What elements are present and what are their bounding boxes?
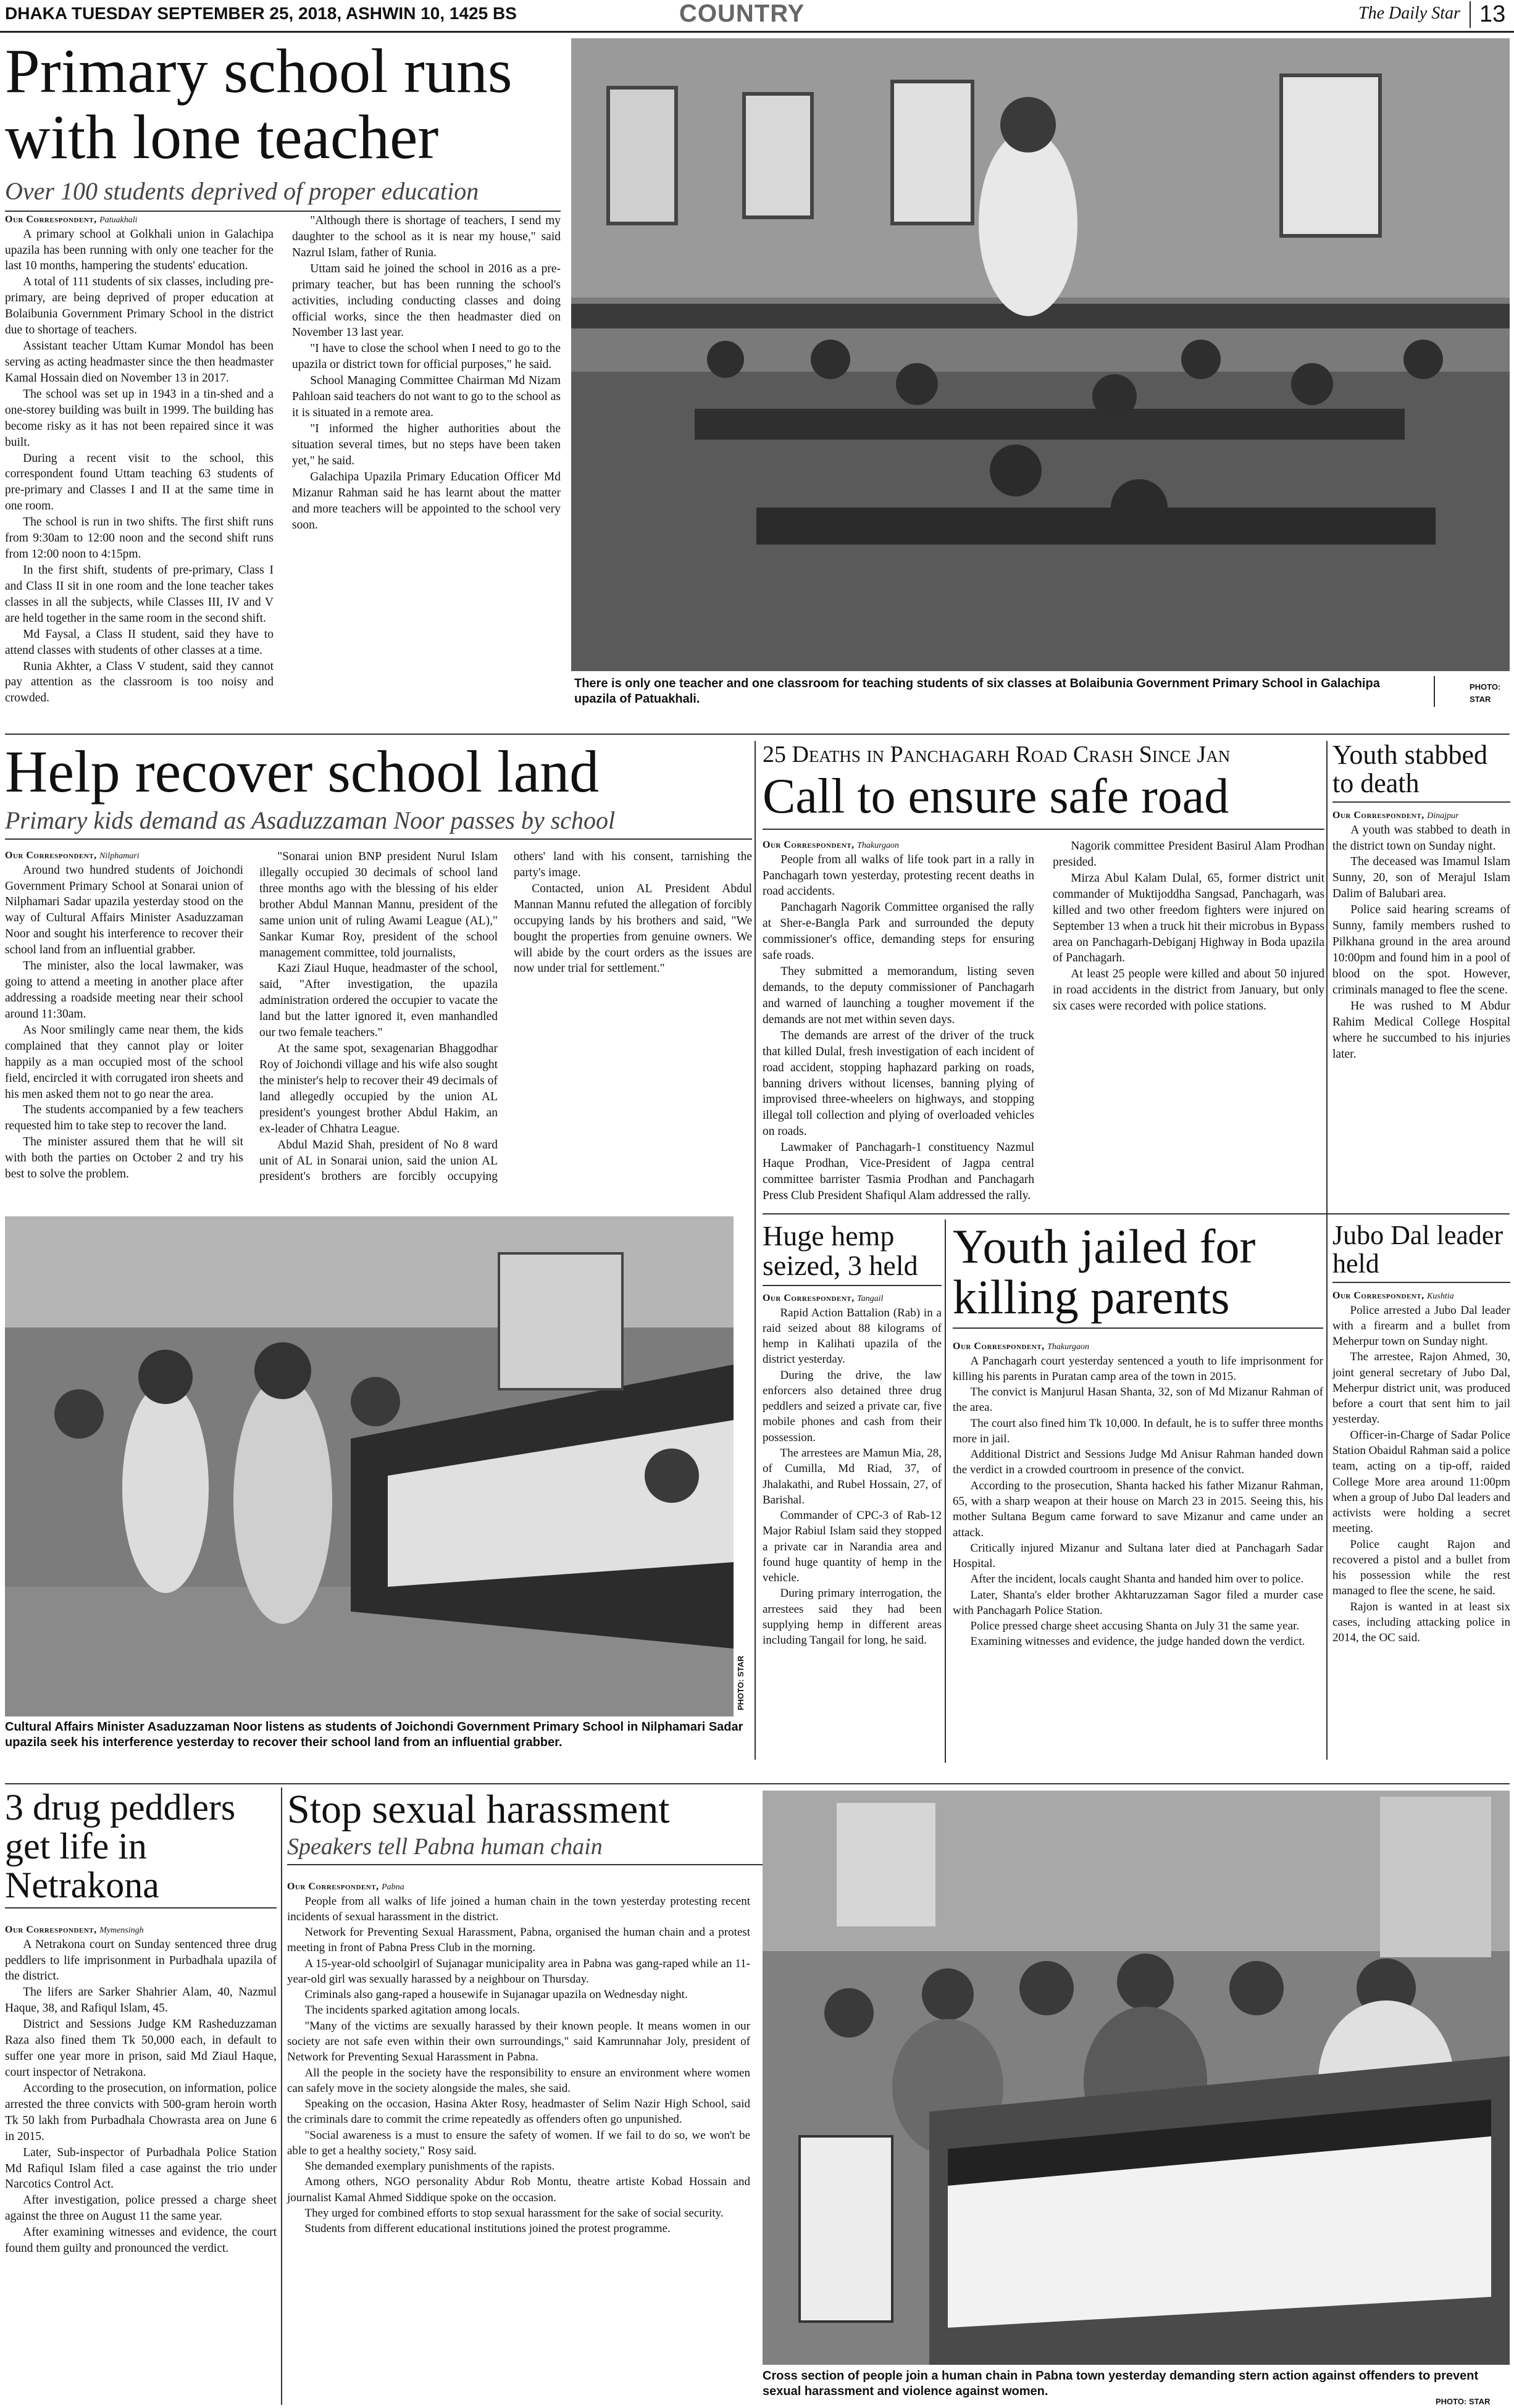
story-lone-teacher bbox=[5, 38, 561, 212]
paragraph: Rapid Action Battalion (Rab) in a raid seized about 88 kilograms of hemp in Kalihati upazila of the district yesterday. bbox=[763, 1306, 942, 1366]
paragraph: Galachipa Upazila Primary Education Officer Md Mizanur Rahman said he has learnt about the matter and more teachers will be appointed to the school very soon. bbox=[292, 470, 561, 532]
story-safe-road-body bbox=[763, 838, 1324, 1209]
paragraph: Md Faysal, a Class II student, said they have to attend classes with students of other classes at a time. bbox=[5, 627, 274, 657]
divider bbox=[5, 838, 752, 840]
story-lone-teacher-body bbox=[5, 213, 561, 719]
divider bbox=[5, 1783, 1510, 1784]
classroom-photo-caption: There is only one teacher and one classroom for teaching students of six classes at Bolaibunia Government Primary School in Galachipa upazila of Patuakhali. bbox=[574, 677, 1380, 706]
paragraph: Police said hearing screams of Sunny, family members rushed to Pilkhana ground in the area around 10:00pm and found him in a pool of blood on the spot. However, criminals managed to flee the scene. bbox=[1332, 903, 1510, 997]
divider bbox=[1332, 801, 1510, 803]
paragraph: Around two hundred students of Joichondi Government Primary School at Sonarai union of Nilphamari Sadar upazila yesterday stood on the way of Cultural Affairs Minister Asaduzzaman Noor and sought his interference to recover their school land from an influential grabber. bbox=[5, 863, 243, 957]
divider bbox=[287, 1864, 763, 1865]
headline: Call to ensure safe road bbox=[763, 769, 1229, 824]
story-youth-jailed bbox=[953, 1221, 1323, 1329]
divider bbox=[281, 1787, 282, 2405]
paragraph: School Managing Committee Chairman Md Nizam Pahloan said teachers do not want to go to the school as it is situated in a remote area. bbox=[292, 374, 561, 420]
paragraph: After examining witnesses and evidence, the court found them guilty and pronounced the verdict. bbox=[5, 2226, 277, 2255]
paragraph: People from all walks of life took part in a rally in Panchagarh town yesterday, protesting recent deaths in road accidents. bbox=[763, 853, 1034, 898]
paragraph: Panchagarh Nagorik Committee organised the rally at Sher-e-Bangla Park and surrounded the deputy commissioner's office, demanding steps for ensuring safe roads. bbox=[763, 901, 1034, 963]
paragraph: Additional District and Sessions Judge Md Anisur Rahman handed down the verdict in a crowded courtroom in presence of the convict. bbox=[953, 1448, 1323, 1477]
paragraph: The court also fined him Tk 10,000. In default, he is to suffer three months more in jail. bbox=[953, 1416, 1323, 1445]
newspaper-brand: The Daily Star bbox=[1358, 4, 1460, 23]
story-jubo-dal-body bbox=[1332, 1289, 1510, 1645]
paragraph: After the incident, locals caught Shanta and handed him over to police. bbox=[970, 1573, 1304, 1586]
headline: Help recover school land bbox=[5, 738, 600, 805]
paragraph: Police caught Rajon and recovered a pistol and a bullet from his possession while the rest managed to flee the scene, he said. bbox=[1332, 1537, 1510, 1598]
paragraph: "I have to close the school when I need to go to the upazila or district town for official purposes," he said. bbox=[292, 342, 561, 372]
school-land-photo-caption: Cultural Affairs Minister Asaduzzaman Noor listens as students of Joichondi Government Primary School in Nilphamari Sadar upazila seek his interference yesterday to recover their school land from an influential grabber. bbox=[5, 1720, 743, 1749]
paragraph: "I informed the higher authorities about the situation several times, but no steps have been taken yet," he said. bbox=[292, 422, 561, 467]
paragraph: After investigation, police pressed a charge sheet against the three on August 11 the same year. bbox=[5, 2194, 277, 2223]
deck: Speakers tell Pabna human chain bbox=[287, 1834, 603, 1860]
divider bbox=[755, 741, 756, 1760]
classroom-photo-image bbox=[571, 38, 1510, 671]
photo-credit: STAR bbox=[736, 1655, 745, 1678]
divider bbox=[1326, 741, 1328, 1760]
paragraph: The arrestee, Rajon Ahmed, 30, joint general secretary of Jubo Dal, Meherpur district unit, was produced before a court that sent him to jail yesterday. bbox=[1332, 1350, 1510, 1426]
dateline: Pabna bbox=[382, 1883, 404, 1892]
paragraph: "Although there is shortage of teachers, I send my daughter to the school as it is near my house," said Nazrul Islam, father of Runia. bbox=[292, 214, 561, 259]
story-youth-stabbed bbox=[1332, 741, 1510, 803]
paragraph: As Noor smilingly came near them, the kids complained that they cannot play or loiter happily as a man occupied most of the school field, encircled it with corrugated iron sheets and his men asked them not to go near the area. bbox=[5, 1023, 243, 1101]
photo-credit-vertical bbox=[736, 1605, 748, 1716]
story-youth-stabbed-body bbox=[1332, 809, 1510, 1062]
paragraph: Abdul Mazid Shah, president of No 8 ward unit of AL in Sonarai union, said the union AL president's brothers are forcibly occupying others' land with his consent, tarnishing the party's image. bbox=[259, 850, 752, 1184]
paragraph: Nagorik committee President Basirul Alam Prodhan presided. bbox=[1053, 840, 1324, 869]
paragraph: All the people in the society have the responsibility to ensure an environment where women can safely move in the society alongside the males, she said. bbox=[287, 2066, 750, 2095]
byline: Our Correspondent, bbox=[763, 840, 855, 850]
human-chain-photo-caption: Cross section of people join a human chain in Pabna town yesterday demanding stern action against offenders to prevent sexual harassment and violence against women. bbox=[763, 2369, 1479, 2398]
headline: Primary school runs with lone teacher bbox=[5, 36, 512, 173]
paragraph: Police pressed charge sheet accusing Shanta on July 31 the same year. bbox=[970, 1620, 1300, 1633]
paragraph: The students accompanied by a few teachers requested him to take step to recover the land. bbox=[5, 1103, 243, 1133]
dateline: Patuakhali bbox=[99, 215, 138, 225]
paragraph: The deceased was Imamul Islam Sunny, 20, son of Merajul Islam Dalim of Balubari area. bbox=[1332, 855, 1510, 901]
paragraph: Speaking on the occasion, Hasina Akter Rosy, headmaster of Selim Nazir High School, said the criminals dare to commit the crime repeatedly as offenders often go unpunished. bbox=[287, 2097, 750, 2126]
school-land-photo-image bbox=[5, 1216, 734, 1716]
headline: Youth stabbed to death bbox=[1332, 740, 1488, 799]
paragraph: The convict is Manjurul Hasan Shanta, 32, son of Md Mizanur Rahman of the area. bbox=[953, 1386, 1323, 1415]
dateline: Dinajpur bbox=[1427, 811, 1459, 821]
paragraph: Among others, NGO personality Abdur Rob Montu, theatre artiste Kobad Hossain and journalist Kamal Ahmed Siddique spoke on the occasion. bbox=[287, 2175, 750, 2204]
byline: Our Correspondent, bbox=[5, 1925, 97, 1935]
byline: Our Correspondent, bbox=[953, 1341, 1045, 1352]
paragraph: The lifers are Sarker Shahrier Alam, 40, Nazmul Haque, 38, and Rafiqul Islam, 45. bbox=[5, 1986, 277, 2015]
paragraph: The incidents sparked agitation among locals. bbox=[304, 2004, 520, 2017]
dateline: Mymensingh bbox=[99, 1926, 144, 1935]
paragraph: District and Sessions Judge KM Rasheduzzaman Raza also fined them Tk 50,000 each, in default to suffer one year more in prison, said Md Ziaul Haque, court inspector of Netrakona. bbox=[5, 2018, 277, 2079]
story-school-land bbox=[5, 738, 752, 840]
paragraph: During the drive, the law enforcers also detained three drug peddlers and seized a private car, five mobile phones and cash from their possession. bbox=[763, 1368, 942, 1444]
paragraph: During a recent visit to the school, this correspondent found Uttam teaching 63 students of pre-primary and Classes I and II at the same time in one room. bbox=[5, 451, 274, 513]
paragraph: Later, Sub-inspector of Purbadhala Police Station Md Rafiqul Islam filed a case against the trio under Narcotics Control Act. bbox=[5, 2146, 277, 2191]
paragraph: Criminals also gang-raped a housewife in Sujanagar upazila on Wednesday night. bbox=[304, 1988, 688, 2002]
paragraph: Later, Shanta's elder brother Akhtaruzzaman Sagor filed a murder case with Panchagarh Police Station. bbox=[953, 1588, 1323, 1617]
byline: Our Correspondent, bbox=[1332, 810, 1424, 821]
paragraph: She demanded exemplary punishments of the rapists. bbox=[304, 2160, 555, 2173]
paragraph: Contacted, union AL President Abdul Mannan Mannu refuted the allegation of forcibly occupying lands by his brothers and said, "We bought the properties from genuine owners. We will abide by the court orders as the issues are now under trial for settlement." bbox=[514, 882, 752, 976]
paragraph: A 15-year-old schoolgirl of Sujanagar municipality area in Pabna was gang-raped while an 11-year-old girl was sexually harassed by a neighbour on Thursday. bbox=[287, 1957, 750, 1986]
story-safe-road bbox=[763, 741, 1324, 830]
divider bbox=[5, 734, 1510, 735]
divider bbox=[763, 1285, 942, 1286]
photo-credit: STAR bbox=[1470, 695, 1491, 704]
paragraph: Assistant teacher Uttam Kumar Mondol has been serving as acting headmaster since the then headmaster Kamal Hossain died on November 13 in 2017. bbox=[5, 340, 274, 385]
paragraph: Uttam said he joined the school in 2016 as a pre-primary teacher, but has been running the school's activities, including conducting classes and doing official works, since the then headmaster died on November 13 last year. bbox=[292, 262, 561, 340]
paragraph: They submitted a memorandum, listing seven demands, to the deputy commissioner of Panchagarh and warned of launching a tougher movement if the demands are not met within seven days. bbox=[763, 965, 1034, 1026]
paragraph: Network for Preventing Sexual Harassment, Pabna, organised the human chain and a protest meeting in front of Pabna Press Club in the morning. bbox=[287, 1926, 750, 1955]
paragraph: Runia Akhter, a Class V student, said they cannot pay attention as the classroom is too noisy and crowded. bbox=[5, 659, 274, 705]
byline: Our Correspondent, bbox=[5, 214, 97, 225]
paragraph: In the first shift, students of pre-primary, Class I and Class II sit in one room and the lone teacher takes classes in all the subjects, while Classes III, IV and V are held together in the same room in the second shift. bbox=[5, 563, 274, 625]
paragraph: According to the prosecution, Shanta hacked his father Mizanur Rahman, 65, with a sharp weapon at their house on March 23 in 2015. Seeing this, his mother Sultana Begum came forward to save Mizanur and came under an attack. bbox=[953, 1479, 1323, 1539]
headline: Jubo Dal leader held bbox=[1332, 1220, 1504, 1279]
paragraph: The school is run in two shifts. The first shift runs from 9:30am to 12:00 noon and the second shift runs from 12:00 noon to 4:15pm. bbox=[5, 516, 274, 561]
divider bbox=[945, 1219, 946, 1763]
paragraph: Rajon is wanted in at least six cases, including attacking police in 2014, the OC said. bbox=[1332, 1600, 1510, 1645]
paragraph: Examining witnesses and evidence, the judge handed down the verdict. bbox=[970, 1635, 1305, 1649]
paragraph: The minister assured them that he will sit with both the parties on October 2 and try his best to solve the problem. bbox=[5, 1135, 243, 1181]
paragraph: The minister, also the local lawmaker, was going to attend a meeting in another place after addressing a roadside meeting near their school around 11:30am. bbox=[5, 959, 243, 1021]
paragraph: The demands are arrest of the driver of the truck that killed Dulal, fresh investigation of each incident of road accident, stopping haphazard parking on roads, banning drivers without licenses, banning plying of improvised three-wheelers on highways, and stopping illegal toll collection and plying of overloaded vehicles on roads. bbox=[763, 1029, 1034, 1139]
deck: Primary kids demand as Asaduzzaman Noor passes by school bbox=[5, 806, 616, 834]
paragraph: People from all walks of life joined a human chain in the town yesterday protesting recent incidents of sexual harassment in the district. bbox=[287, 1894, 750, 1923]
divider bbox=[5, 1907, 277, 1908]
divider bbox=[763, 829, 1324, 830]
paragraph: "Many of the victims are sexually harassed by their known people. It means women in our society are not safe even within their own surroundings," said Kamrunnahar Joly, president of Network for Preventing Sexual Harassment in Pabna. bbox=[287, 2019, 750, 2064]
paragraph: At least 25 people were killed and about 50 injured in road accidents in the district from January, but only six cases were recorded with police stations. bbox=[1053, 968, 1324, 1013]
school-land-photo bbox=[5, 1216, 734, 1716]
paragraph: Police arrested a Jubo Dal leader with a firearm and a bullet from Meherpur town on Sunday night. bbox=[1332, 1303, 1510, 1348]
kicker: 25 Deaths in Panchagarh Road Crash Since Jan bbox=[763, 742, 1231, 767]
paragraph: "Social awareness is a must to ensure the safety of women. If we fail to do so, we won't be able to get a healthy society," Rosy said. bbox=[287, 2128, 750, 2157]
story-sexual-harassment-body bbox=[287, 1880, 750, 2236]
story-drug-peddlers-body bbox=[5, 1923, 277, 2257]
paragraph: The arrestees are Mamun Mia, 28, of Cumilla, Md Riad, 37, of Jhalakathi, and Rubel Hossain, 27, of Barishal. bbox=[763, 1447, 942, 1507]
headline: Stop sexual harassment bbox=[287, 1787, 670, 1832]
story-school-land-body bbox=[5, 849, 752, 1207]
page-number: 13 bbox=[1470, 1, 1505, 28]
headline: Huge hemp seized, 3 held bbox=[763, 1220, 918, 1282]
human-chain-photo-image bbox=[763, 1791, 1510, 2365]
paragraph: A primary school at Golkhali union in Galachipa upazila has been running with only one teacher for the last 10 months, hampering the students' education. bbox=[5, 227, 274, 273]
paragraph: During primary interrogation, the arrestees said they had been supplying hemp in different areas including Tangail for long, he said. bbox=[763, 1587, 942, 1647]
paragraph: A Panchagarh court yesterday sentenced a youth to life imprisonment for killing his parents in Puratan camp area of the town in 2015. bbox=[953, 1354, 1323, 1383]
classroom-photo bbox=[571, 38, 1510, 671]
story-hemp-seized bbox=[763, 1221, 942, 1286]
paragraph: Critically injured Mizanur and Sultana later died at Panchagarh Sadar Hospital. bbox=[953, 1541, 1323, 1571]
byline: Our Correspondent, bbox=[287, 1881, 379, 1892]
divider bbox=[5, 211, 561, 212]
paragraph: "Sonarai union BNP president Nurul Islam illegally occupied 30 decimals of school land three months ago with the blessing of his elder brother Abdul Mannan Mannu, president of the same union unit of ruling Awami League (AL)," Sankar Kumar Roy, president of the school management committee, told journalists, bbox=[259, 850, 498, 959]
byline: Our Correspondent, bbox=[5, 850, 97, 861]
section-title: COUNTRY bbox=[679, 0, 805, 27]
dateline: Thakurgaon bbox=[857, 841, 900, 850]
paragraph: The school was set up in 1943 in a tin-shed and a one-storey building was built in 1999. The building has become risky as it has not been repaired since it was built. bbox=[5, 387, 274, 449]
paragraph: A Netrakona court on Sunday sentenced three drug peddlers to life imprisonment in Purbadhala upazila of the district. bbox=[5, 1938, 277, 1983]
story-sexual-harassment bbox=[287, 1788, 763, 1865]
byline: Our Correspondent, bbox=[763, 1293, 855, 1303]
divider bbox=[1332, 1282, 1510, 1283]
paragraph: According to the prosecution, on information, police arrested the three convicts with 500-gram heroin worth Tk 50 lakh from Purbadhala Chowrasta area on June 6 in 2015. bbox=[5, 2081, 277, 2143]
dateline: Tangail bbox=[857, 1294, 884, 1303]
story-drug-peddlers bbox=[5, 1788, 277, 1908]
paragraph: Mirza Abul Kalam Dulal, 65, former district unit commander of Muktijoddha Sangsad, Panchagarh, was killed and two other freedom fighters were injured on September 13 when a truck hit their microbus in Bypass area on Panchagarh-Debiganj Highway in Boda upazila of Panchagarh. bbox=[1053, 871, 1324, 965]
divider bbox=[953, 1327, 1323, 1329]
paragraph: They urged for combined efforts to stop sexual harassment for the sake of social security. bbox=[304, 2206, 724, 2220]
paragraph: Commander of CPC-3 of Rab-12 Major Rabiul Islam said they stopped a private car in Narandia area and found huge quantity of hemp in the vehicle. bbox=[763, 1509, 942, 1585]
paragraph: Officer-in-Charge of Sadar Police Station Obaidul Rahman said a police team, acting on a tip-off, raided College More area around 11:00pm when a group of Jubo Dal leaders and activists were holding a secret meeting. bbox=[1332, 1428, 1510, 1536]
photo-credit-label: PHOTO: bbox=[1436, 2397, 1467, 2406]
deck: Over 100 students deprived of proper education bbox=[5, 177, 479, 206]
paragraph: Students from different educational institutions joined the protest programme. bbox=[304, 2222, 671, 2236]
photo-credit-row bbox=[1436, 2397, 1490, 2406]
headline: 3 drug peddlers get life in Netrakona bbox=[5, 1787, 236, 1905]
photo-credit-label: PHOTO: bbox=[736, 1679, 745, 1710]
masthead-bar bbox=[0, 0, 1514, 33]
story-hemp-seized-body bbox=[763, 1292, 942, 1648]
headline: Youth jailed for killing parents bbox=[953, 1219, 1256, 1324]
paragraph: A youth was stabbed to death in the district town on Sunday night. bbox=[1332, 823, 1510, 853]
paragraph: Lawmaker of Panchagarh-1 constituency Nazmul Haque Prodhan, Vice-President of Jagpa central committee barrister Tasmia Prodhan and Panchagarh Press Club President Shafiqul Alam addressed the rally. bbox=[763, 1141, 1034, 1202]
divider bbox=[763, 1213, 1510, 1214]
dateline: Nilphamari bbox=[99, 851, 140, 861]
story-jubo-dal bbox=[1332, 1221, 1510, 1283]
human-chain-photo bbox=[763, 1791, 1510, 2365]
paragraph: He was rushed to M Abdur Rahim Medical College Hospital where he succumbed to his injuries later. bbox=[1332, 999, 1510, 1061]
photo-credit: STAR bbox=[1468, 2397, 1491, 2406]
issue-date: DHAKA TUESDAY SEPTEMBER 25, 2018, ASHWIN 10, 1425 BS bbox=[5, 4, 517, 23]
divider bbox=[1434, 676, 1435, 707]
paragraph: At the same spot, sexagenarian Bhaggodhar Roy of Joichondi village and his wife also sought the minister's help to recover their 49 decimals of land allegedly occupied by the union AL president's youngest brother Abdul Hakim, an ex-leader of Chhatra League. bbox=[259, 1042, 498, 1135]
paragraph: Kazi Ziaul Huque, headmaster of the school, said, "After investigation, the upazila administration ordered the occupier to vacate the land but the latter ignored it, even manhandled our two female teachers." bbox=[259, 962, 498, 1040]
photo-credit-label: PHOTO: bbox=[1470, 682, 1501, 692]
byline: Our Correspondent, bbox=[1332, 1290, 1424, 1301]
dateline: Kushtia bbox=[1427, 1292, 1454, 1301]
dateline: Thakurgaon bbox=[1047, 1342, 1090, 1352]
paragraph: A total of 111 students of six classes, including pre-primary, are being deprived of proper education at Bolaibunia Government Primary School in the district due to shortage of teachers. bbox=[5, 275, 274, 337]
story-youth-jailed-body bbox=[953, 1340, 1323, 1650]
